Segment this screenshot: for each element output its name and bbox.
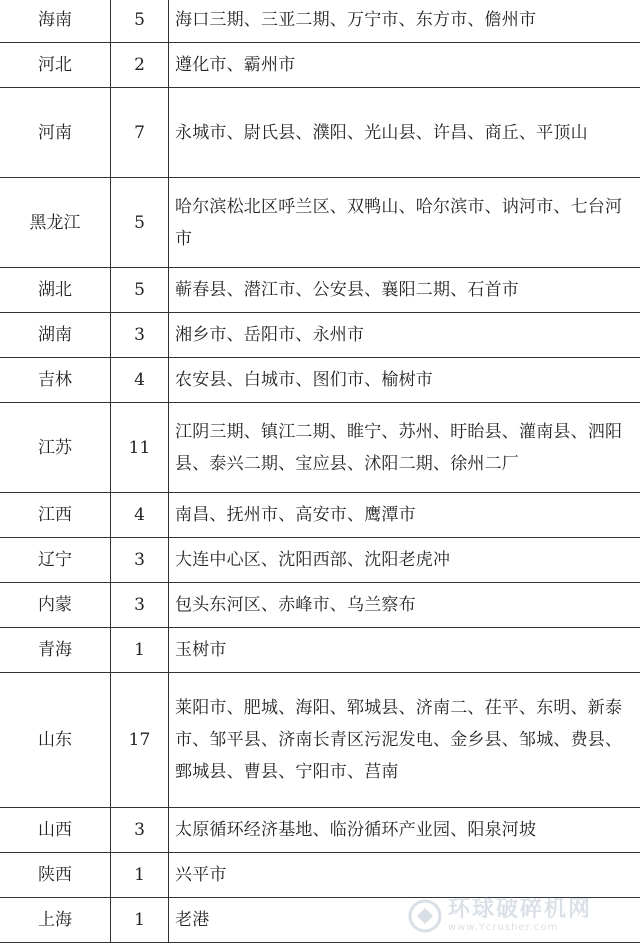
cities-cell	[169, 0, 640, 43]
count-cell: 3	[111, 583, 169, 628]
count-cell: 1	[111, 853, 169, 898]
province-cell: 湖南	[0, 313, 111, 358]
province-cell: 河南	[0, 88, 111, 178]
cities-text: 包头东河区、赤峰市、乌兰察布	[175, 589, 640, 621]
cities-text: 南昌、抚州市、高安市、鹰潭市	[175, 499, 640, 531]
watermark-url: www.Ycrusher.com	[448, 922, 558, 934]
table-row	[0, 178, 640, 268]
cities-cell	[169, 88, 640, 178]
cities-text: 老港	[175, 904, 640, 936]
province-cell: 黑龙江	[0, 178, 111, 268]
count-cell: 17	[111, 673, 169, 808]
province-cell: 辽宁	[0, 538, 111, 583]
count-cell: 1	[111, 628, 169, 673]
cities-text: 莱阳市、肥城、海阳、郓城县、济南二、茌平、东明、新泰市、邹平县、济南长青区污泥发电、金乡县、邹城、费县、鄄城县、曹县、宁阳市、莒南	[175, 692, 640, 788]
province-cell: 江西	[0, 493, 111, 538]
province-cell: 湖北	[0, 268, 111, 313]
count-cell: 5	[111, 178, 169, 268]
province-cell: 陕西	[0, 853, 111, 898]
cities-text: 玉树市	[175, 634, 640, 666]
table-row	[0, 493, 640, 538]
watermark-name: 环球破碎机网	[448, 897, 592, 923]
table-row	[0, 358, 640, 403]
table-row	[0, 673, 640, 808]
cities-text: 湘乡市、岳阳市、永州市	[175, 319, 640, 351]
cities-cell	[169, 313, 640, 358]
table-row	[0, 88, 640, 178]
cities-cell	[169, 898, 640, 943]
cities-cell	[169, 43, 640, 88]
table-row	[0, 403, 640, 493]
cities-cell	[169, 538, 640, 583]
count-cell: 7	[111, 88, 169, 178]
table-row	[0, 268, 640, 313]
cities-text: 江阴三期、镇江二期、睢宁、苏州、盱眙县、灌南县、泗阳县、泰兴二期、宝应县、沭阳二期、徐州二厂	[175, 416, 640, 480]
count-cell: 5	[111, 0, 169, 43]
cities-cell	[169, 358, 640, 403]
province-cell: 青海	[0, 628, 111, 673]
province-cell: 上海	[0, 898, 111, 943]
province-cell: 河北	[0, 43, 111, 88]
count-cell: 1	[111, 898, 169, 943]
count-cell: 5	[111, 268, 169, 313]
cities-cell	[169, 403, 640, 493]
cities-cell	[169, 268, 640, 313]
count-cell: 4	[111, 358, 169, 403]
cities-text: 太原循环经济基地、临汾循环产业园、阳泉河坡	[175, 814, 640, 846]
cities-text: 永城市、尉氏县、濮阳、光山县、许昌、商丘、平顶山	[175, 117, 640, 149]
table-row	[0, 853, 640, 898]
cities-text: 蕲春县、潜江市、公安县、襄阳二期、石首市	[175, 274, 640, 306]
cities-cell	[169, 178, 640, 268]
province-cell: 山东	[0, 673, 111, 808]
province-cell: 内蒙	[0, 583, 111, 628]
cities-text: 兴平市	[175, 859, 640, 891]
table-row	[0, 313, 640, 358]
count-cell: 2	[111, 43, 169, 88]
cities-text: 遵化市、霸州市	[175, 49, 640, 81]
count-cell: 3	[111, 538, 169, 583]
table-row	[0, 583, 640, 628]
province-cell: 山西	[0, 808, 111, 853]
table-row	[0, 0, 640, 43]
cities-text: 农安县、白城市、图们市、榆树市	[175, 364, 640, 396]
table-row	[0, 538, 640, 583]
count-cell: 11	[111, 403, 169, 493]
cities-text: 哈尔滨松北区呼兰区、双鸭山、哈尔滨市、讷河市、七台河市	[175, 191, 640, 255]
count-cell: 3	[111, 313, 169, 358]
count-cell: 4	[111, 493, 169, 538]
table-row	[0, 808, 640, 853]
province-cell: 海南	[0, 0, 111, 43]
cities-text: 大连中心区、沈阳西部、沈阳老虎冲	[175, 544, 640, 576]
cities-cell	[169, 493, 640, 538]
table-row	[0, 898, 640, 943]
province-cell: 江苏	[0, 403, 111, 493]
cities-cell	[169, 673, 640, 808]
cities-cell	[169, 628, 640, 673]
cities-cell	[169, 583, 640, 628]
cities-text: 海口三期、三亚二期、万宁市、东方市、儋州市	[175, 4, 640, 36]
cities-cell	[169, 808, 640, 853]
table-row	[0, 43, 640, 88]
count-cell: 3	[111, 808, 169, 853]
province-cell: 吉林	[0, 358, 111, 403]
table-row	[0, 628, 640, 673]
cities-cell	[169, 853, 640, 898]
